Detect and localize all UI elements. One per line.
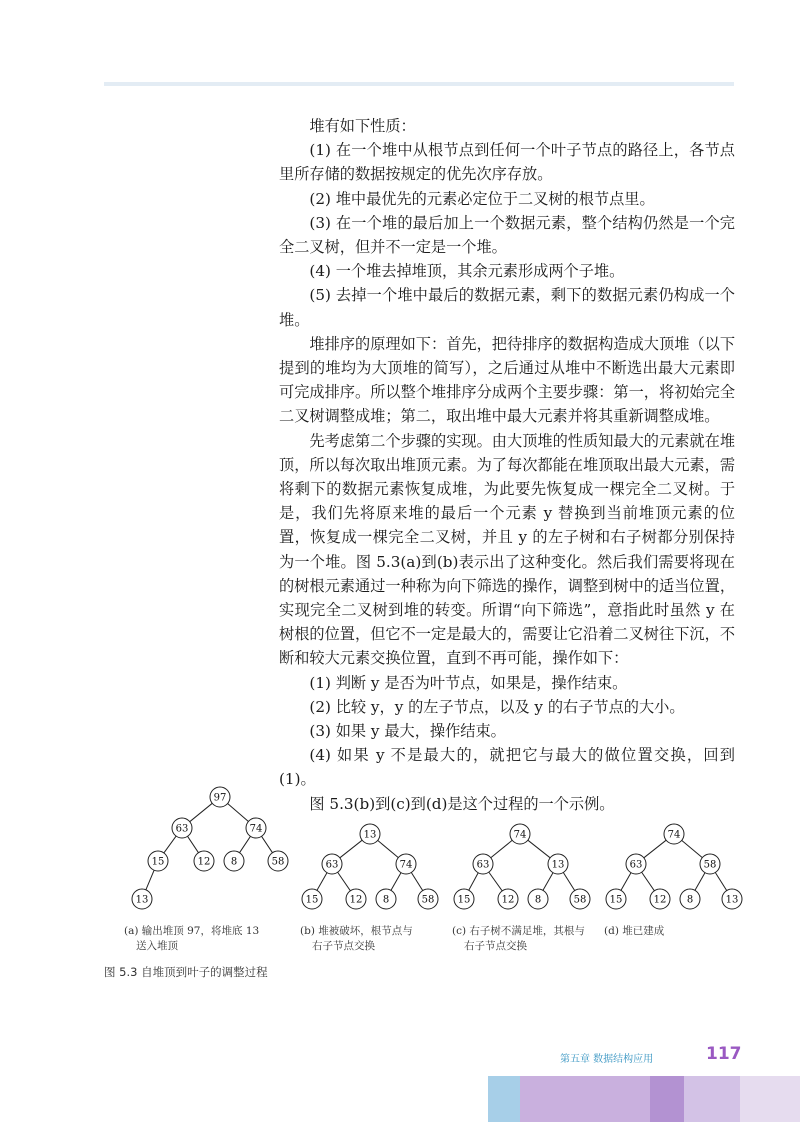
paragraph: (5) 去掉一个堆中最后的数据元素，剩下的数据元素仍构成一个堆。 — [279, 286, 735, 329]
tree-edge — [164, 836, 176, 853]
tree-node-label: 8 — [686, 894, 694, 906]
decor-bar — [488, 1076, 520, 1122]
caption-line: (a) 输出堆顶 97，将堆底 13 — [124, 925, 260, 937]
tree-edge — [391, 873, 401, 891]
heap-tree — [454, 824, 590, 909]
tree-node-label: 74 — [249, 823, 263, 835]
paragraph: 先考虑第二个步骤的实现。由大顶堆的性质知最大的元素就在堆顶，所以每次取出堆顶元素。为了每次都能在堆顶取出最大元素，需将剩下的数据元素恢复成堆，为此要先恢复成一棵完全二叉树。于是，我们先将原来堆的最后一个元素 y 替换到当前堆顶元素的位置，恢复成一棵完全二叉树，并且 y 的左子树和右子树都分别保持为一个堆。图 5.3(a)到(b)表示出了这种变化。然后我们需要将现在的树根元素通过一种称为向下筛选的操作，调整到树中的适当位置，实现完全二叉树到堆的转变。所谓“向下筛选”，意指此时虽然 y 在树根的位置，但它不一定是最大的，需要让它沿着二叉树往下沉，不断和较大元素交换位置，直到不再可能，操作如下： — [279, 431, 735, 668]
tree-node-label: 63 — [325, 859, 339, 871]
tree-node-label: 15 — [457, 894, 471, 906]
tree-edge — [642, 872, 655, 891]
tree-node-label: 13 — [551, 859, 565, 871]
footer-chapter: 第五章 数据结构应用 — [560, 1054, 654, 1065]
paragraph: (1) 在一个堆中从根节点到任何一个叶子节点的路径上，各节点里所存储的数据按规定的优先次序存放。 — [279, 141, 735, 184]
caption-line: 右子节点交换 — [312, 940, 375, 952]
caption-c — [452, 924, 585, 954]
paragraph: (1) 判断 y 是否为叶节点，如果是，操作结束。 — [309, 673, 628, 692]
tree-node-label: 8 — [230, 856, 238, 868]
tree-node-label: 97 — [213, 792, 227, 804]
figure-title: 图 5.3 自堆顶到叶子的调整过程 — [104, 965, 268, 979]
body-text — [279, 114, 735, 816]
tree-edge — [146, 870, 154, 890]
caption-line: 送入堆顶 — [136, 940, 178, 952]
paragraph: 堆排序的原理如下：首先，把待排序的数据构造成大顶堆（以下提到的堆均为大顶堆的简写），之后通过从堆中不断选出最大元素即可完成排序。所以整个堆排序分成两个主要步骤：第一，将初始完全二叉树调整成堆；第二，取出堆中最大元素并将其重新调整成堆。 — [279, 334, 735, 426]
page-number: 117 — [706, 1044, 742, 1064]
tree-edge — [715, 872, 726, 890]
tree-node-label: 58 — [703, 859, 717, 871]
decor-bar — [520, 1076, 650, 1122]
caption-line: (d) 堆已建成 — [604, 925, 665, 937]
tree-node-label: 74 — [667, 829, 681, 841]
tree-edge — [695, 873, 705, 891]
tree-node-label: 58 — [573, 894, 587, 906]
tree-node-label: 15 — [305, 894, 319, 906]
tree-edge — [489, 872, 502, 891]
caption-line: (c) 右子树不满足堆，其根与 — [452, 925, 585, 937]
tree-node-label: 74 — [513, 829, 527, 841]
paragraph: (4) 一个堆去掉堆顶，其余元素形成两个子堆。 — [309, 262, 625, 281]
tree-edge — [563, 872, 574, 890]
paragraph: (4) 如果 y 不是最大的，就把它与最大的做位置交换，回到(1)。 — [279, 746, 735, 789]
tree-edge — [317, 873, 327, 891]
tree-edge — [491, 840, 512, 857]
tree-edge — [528, 840, 550, 858]
tree-node-label: 15 — [151, 856, 165, 868]
caption-d — [604, 924, 664, 939]
tree-edge — [411, 872, 422, 890]
tree-node-label: 15 — [609, 894, 623, 906]
paragraph: 图 5.3(b)到(c)到(d)是这个过程的一个示例。 — [309, 794, 615, 813]
header-rule — [104, 82, 734, 86]
tree-node-label: 63 — [476, 859, 490, 871]
tree-node-label: 8 — [382, 894, 390, 906]
tree-node-label: 58 — [271, 856, 285, 868]
tree-edge — [338, 872, 351, 891]
tree-edge — [644, 840, 666, 858]
heap-tree — [132, 787, 288, 909]
tree-node-label: 12 — [197, 856, 211, 868]
tree-edge — [378, 840, 399, 857]
tree-node-label: 12 — [501, 894, 515, 906]
tree-node-label: 8 — [534, 894, 542, 906]
caption-line: (b) 堆被破坏，根节点与 — [300, 925, 413, 937]
tree-node-label: 12 — [349, 894, 363, 906]
tree-node-label: 13 — [135, 894, 149, 906]
tree-edge — [262, 836, 273, 852]
paragraph: (3) 在一个堆的最后加上一个数据元素，整个结构仍然是一个完全二叉树，但并不一定是一个堆。 — [279, 213, 735, 257]
tree-node-label: 63 — [629, 859, 643, 871]
tree-node-label: 63 — [175, 823, 189, 835]
tree-edge — [469, 873, 478, 890]
decor-bar — [684, 1076, 740, 1122]
paragraph: (2) 比较 y，y 的左子节点，以及 y 的右子节点的大小。 — [309, 697, 685, 716]
paragraph: (2) 堆中最优先的元素必定位于二叉树的根节点里。 — [309, 189, 655, 208]
caption-b — [300, 924, 413, 954]
tree-edge — [543, 873, 553, 891]
paragraph: 堆有如下性质： — [309, 117, 416, 135]
tree-edge — [340, 840, 362, 858]
tree-edge — [682, 840, 703, 857]
tree-edge — [188, 836, 199, 852]
heap-tree — [606, 824, 742, 909]
heap-tree — [302, 824, 438, 909]
tree-edge — [621, 873, 631, 891]
tree-node-label: 13 — [725, 894, 739, 906]
tree-edge — [190, 803, 213, 821]
decor-bar — [740, 1076, 800, 1122]
caption-a — [124, 924, 259, 954]
tree-node-label: 12 — [653, 894, 667, 906]
tree-node-label: 74 — [399, 859, 413, 871]
decor-bar — [650, 1076, 684, 1122]
tree-edge — [228, 804, 249, 822]
tree-edge — [240, 836, 251, 852]
caption-line: 右子节点交换 — [464, 940, 527, 952]
tree-node-label: 58 — [421, 894, 435, 906]
paragraph: (3) 如果 y 最大，操作结束。 — [309, 722, 506, 741]
tree-node-label: 13 — [363, 829, 377, 841]
